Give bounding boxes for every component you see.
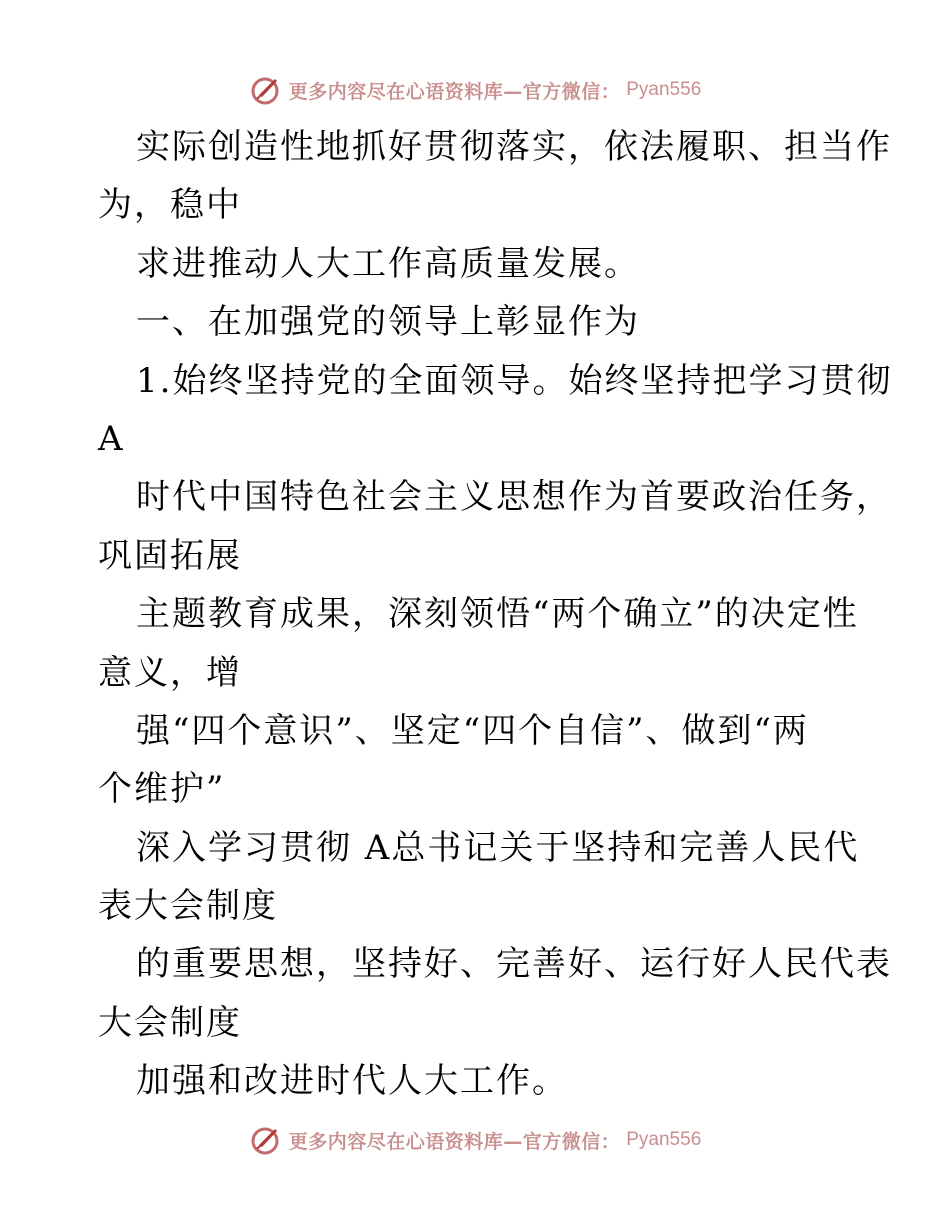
quill-logo-icon (249, 1123, 283, 1157)
text-line: 1.始终坚持党的全面领导。始终坚持把学习贯彻 (136, 360, 893, 401)
text-line: 实际创造性地抓好贯彻落实，依法履职、担当作 (136, 127, 892, 167)
text-line: 主题教育成果，深刻领悟“两个确立”的决定性 (136, 594, 859, 635)
text-line: 的重要思想，坚持好、完善好、运行好人民代表 (136, 944, 892, 985)
document-body (98, 118, 893, 1111)
text-line: 深入学习贯彻 A总书记关于坚持和完善人民代 (136, 827, 860, 868)
watermark-text: 更多内容尽在心语资料库—官方微信： (288, 1130, 621, 1153)
text-line: 强“四个意识”、坚定“四个自信”、做到“两 (136, 710, 809, 751)
text-line: 求进推动人大工作高质量发展。 (136, 243, 640, 284)
watermark-text: 更多内容尽在心语资料库—官方微信： (288, 80, 621, 103)
text-line: 巩固拓展 (98, 535, 242, 576)
text-line: 表大会制度 (98, 886, 278, 927)
text-line: 为，稳中 (98, 185, 242, 226)
text-line: A (98, 418, 125, 459)
section-heading: 一、在加强党的领导上彰显作为 (136, 302, 640, 343)
text-line: 大会制度 (98, 1002, 242, 1043)
header-watermark (0, 70, 950, 110)
text-line: 意义，增 (98, 652, 242, 693)
watermark-wechat-id: Pyan556 (626, 79, 702, 100)
watermark-wechat-id: Pyan556 (626, 1129, 702, 1150)
text-line: 个维护” (98, 769, 226, 810)
quill-logo-icon (249, 73, 283, 107)
footer-watermark (0, 1120, 950, 1160)
text-line: 时代中国特色社会主义思想作为首要政治任务， (136, 477, 892, 518)
text-line: 加强和改进时代人大工作。 (136, 1061, 568, 1102)
